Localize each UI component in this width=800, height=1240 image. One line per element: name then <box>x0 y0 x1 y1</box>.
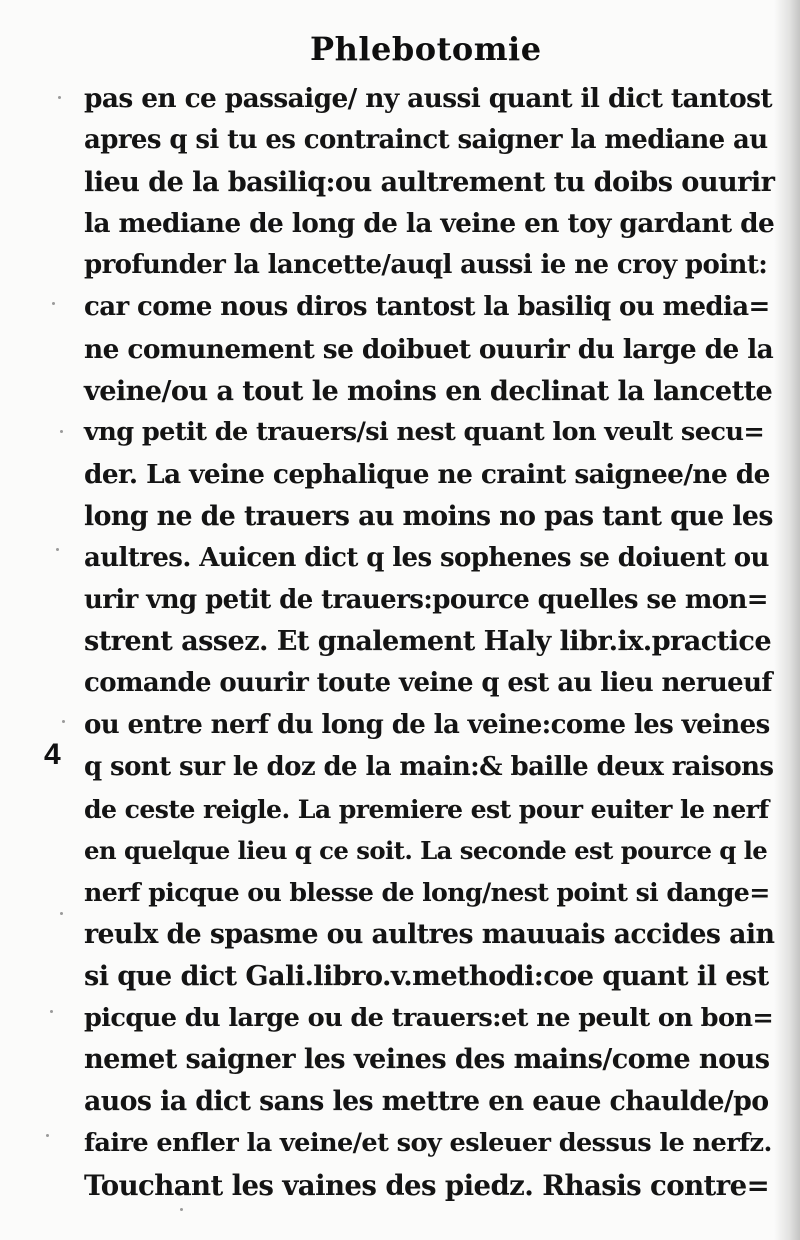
text-line-14: strent assez. Et gnalement Haly libr.ix.practice <box>84 625 772 658</box>
running-title: Phlebotomie <box>310 30 542 68</box>
text-line-10: der. La veine cephalique ne craint saignee/ne de <box>84 459 770 491</box>
text-line-20: nerf picque ou blesse de long/nest point si dange= <box>84 877 770 908</box>
ink-speck <box>50 1010 53 1013</box>
ink-speck <box>60 912 63 915</box>
ink-speck <box>52 302 55 305</box>
text-line-3: lieu de la basiliq:ou aultrement tu doibs ouurir <box>84 165 775 198</box>
text-line-11: long ne de trauers au moins no pas tant que les <box>84 500 773 532</box>
text-line-18: de ceste reigle. La premiere est pour euiter le nerf <box>84 793 769 824</box>
text-line-6: car come nous diros tantost la basiliq ou media= <box>84 291 770 322</box>
text-line-13: urir vng petit de trauers:pource quelles se mon= <box>84 584 768 615</box>
text-line-5: profunder la lancette/auql aussi ie ne croy point: <box>84 250 768 281</box>
text-line-9: vng petit de trauers/si nest quant lon veult secu= <box>84 417 765 448</box>
ink-speck <box>62 720 65 723</box>
text-line-12: aultres. Auicen dict q les sophenes se doiuent ou <box>84 542 769 573</box>
ink-speck <box>180 1208 183 1211</box>
text-line-19: en quelque lieu q ce soit. La seconde est pource q le <box>84 836 768 866</box>
text-line-2: apres q si tu es contrainct saigner la mediane au <box>84 124 768 155</box>
text-line-17: q sont sur le doz de la main:& baille deux raisons <box>84 751 774 782</box>
page-edge-shadow <box>774 0 800 1240</box>
text-line-23: picque du large ou de trauers:et ne peult on bon= <box>84 1002 774 1033</box>
text-line-1: pas en ce passaige/ ny aussi quant il dict tantost <box>84 83 772 114</box>
text-line-16: ou entre nerf du long de la veine:come les veines <box>84 709 770 740</box>
text-line-7: ne comunement se doibuet ouurir du large de la <box>84 333 774 365</box>
ink-speck <box>60 430 63 433</box>
text-line-21: reulx de spasme ou aultres mauuais accides ain <box>84 918 775 950</box>
text-line-15: comande ouurir toute veine q est au lieu nerueuf <box>84 668 772 699</box>
text-line-24: nemet saigner les veines des mains/come nous <box>84 1043 770 1076</box>
text-line-4: la mediane de long de la veine en toy gardant de <box>84 208 775 240</box>
ink-speck <box>58 96 61 99</box>
text-line-27: Touchant les vaines des piedz. Rhasis contre= <box>84 1168 770 1202</box>
text-line-26: faire enfler la veine/et soy esleuer dessus le nerfz. <box>84 1127 772 1158</box>
ink-speck <box>56 548 59 551</box>
margin-note: 4 <box>44 738 61 771</box>
text-line-22: si que dict Gali.libro.v.methodi:coe quant il est <box>84 959 769 992</box>
body-text <box>84 78 774 1207</box>
text-line-25: auos ia dict sans les mettre en eaue chaulde/po <box>84 1086 769 1118</box>
ink-speck <box>46 1134 49 1137</box>
text-line-8: veine/ou a tout le moins en declinat la lancette <box>84 374 773 407</box>
